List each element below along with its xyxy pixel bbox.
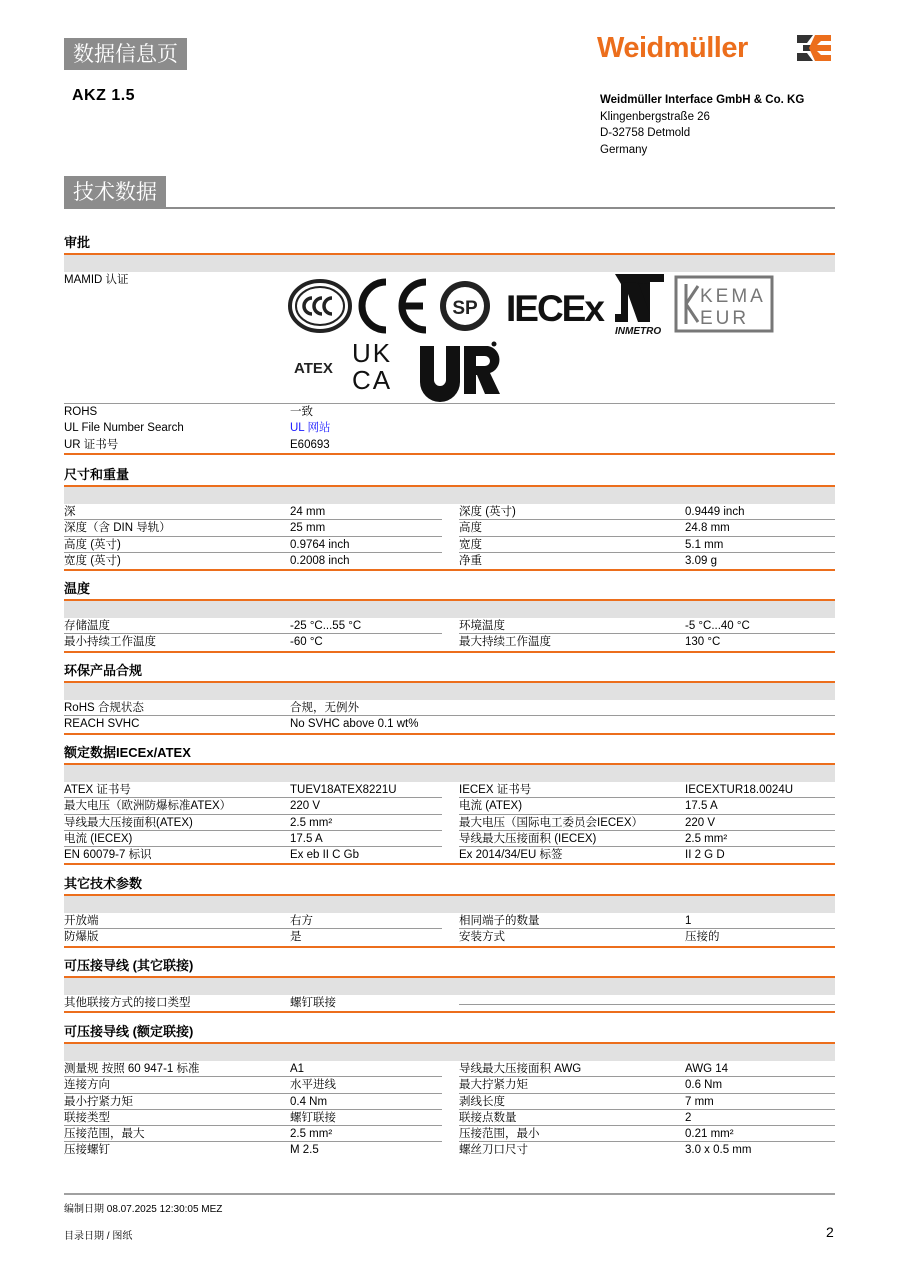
table-row <box>64 700 835 716</box>
approval-row: UL File Number Search UL 网站 <box>64 420 835 436</box>
row-value-right: AWG 14 <box>685 1063 729 1075</box>
row-value-right: 7 mm <box>685 1095 714 1108</box>
row-value: 水平进线 <box>290 1079 336 1092</box>
row-value-right: II 2 G D <box>685 849 725 862</box>
table-row <box>64 537 835 553</box>
section-iecex-atex <box>64 743 835 865</box>
row-label-right: 相同端子的数量 <box>459 915 540 927</box>
row-label-right: 安装方式 <box>459 931 505 944</box>
row-value: 0.9764 inch <box>290 538 350 551</box>
row-value-right: 2 <box>685 1111 692 1124</box>
row-value-right: 0.21 mm² <box>685 1128 734 1141</box>
orange-rule <box>64 453 835 455</box>
ul-website-link[interactable]: UL 网站 <box>290 422 331 435</box>
row-value: 是 <box>290 931 302 944</box>
row-label-right: 压接范围，最小 <box>459 1128 540 1141</box>
approval-row: ROHS 一致 <box>64 404 835 420</box>
row-value: TUEV18ATEX8221U <box>290 784 397 796</box>
row-value: 24 mm <box>290 506 326 518</box>
row-value: 17.5 A <box>290 832 323 845</box>
row-value-right: 5.1 mm <box>685 538 724 551</box>
table-row <box>64 504 835 520</box>
table-row <box>64 831 835 847</box>
section-approvals <box>64 233 835 455</box>
row-value: 0.2008 inch <box>290 554 350 567</box>
divider <box>64 207 835 209</box>
row-label-right: 螺丝刀口尺寸 <box>459 1144 528 1157</box>
environment-table <box>64 700 835 733</box>
page-number: 2 <box>826 1224 834 1240</box>
row-label: 压接范围，最大 <box>64 1128 145 1141</box>
row-value: 螺钉联接 <box>290 997 336 1009</box>
ccc-logo-icon <box>290 281 350 331</box>
table-row <box>64 1061 835 1077</box>
conn-rated-table <box>64 1061 835 1159</box>
csa-logo-icon <box>440 281 490 331</box>
street: Klingenbergstraße 26 <box>600 110 710 123</box>
brand-name: Weidmüller <box>597 32 748 64</box>
row-value-right: 220 V <box>685 816 716 829</box>
table-row <box>64 553 835 569</box>
section-heading: 环保产品合规 <box>64 663 143 678</box>
section-title-technical-data: 技术数据 <box>64 176 166 208</box>
row-label: 开放端 <box>64 915 99 927</box>
gray-band <box>64 255 835 272</box>
brand-mark-icon <box>795 32 833 64</box>
row-label-right: IECEX 证书号 <box>459 784 532 796</box>
city: D-32758 Detmold <box>600 127 691 139</box>
product-name: AKZ 1.5 <box>72 87 136 104</box>
row-label: 宽度 (英寸) <box>64 554 121 567</box>
section-temperature <box>64 579 835 653</box>
row-value-right: 1 <box>685 915 692 927</box>
section-conn-other <box>64 956 835 1013</box>
row-label-right: 最大持续工作温度 <box>459 636 551 649</box>
row-value-right: -5 °C...40 °C <box>685 620 750 632</box>
table-row <box>64 798 835 814</box>
row-label-right: 深度 (英寸) <box>459 506 516 518</box>
section-conn-rated <box>64 1022 835 1159</box>
row-label: 存储温度 <box>64 620 110 632</box>
row-label: 深度（含 DIN 导轨） <box>64 522 171 535</box>
section-heading: 温度 <box>64 581 91 596</box>
company-name: Weidmüller Interface GmbH & Co. KG <box>600 94 805 106</box>
table-row <box>64 1142 835 1158</box>
row-label: 最大电压（欧洲防爆标准ATEX） <box>64 800 232 813</box>
company-address <box>600 92 804 158</box>
row-value: 220 V <box>290 800 321 813</box>
row-value: 2.5 mm² <box>290 816 333 829</box>
section-heading: 审批 <box>64 235 91 250</box>
row-value: 合规，无例外 <box>290 702 359 714</box>
mamid-label: MAMID 认证 <box>64 274 129 286</box>
row-label: ATEX 证书号 <box>64 784 131 796</box>
row-label-right: 导线最大压接面积 AWG <box>459 1063 582 1075</box>
table-row <box>64 782 835 798</box>
row-label: RoHS 合规状态 <box>64 702 144 714</box>
kema-eur-logo-icon <box>676 277 772 331</box>
footer-divider <box>64 1193 835 1195</box>
svg-text:INMETRO: INMETRO <box>615 326 662 337</box>
svg-text:UK: UK <box>352 338 393 368</box>
row-label-right: 剥线长度 <box>459 1095 505 1108</box>
table-row <box>64 1094 835 1110</box>
row-value-right: 17.5 A <box>685 800 718 813</box>
section-heading: 尺寸和重量 <box>64 467 130 482</box>
row-value: No SVHC above 0.1 wt% <box>290 718 419 731</box>
row-label: 导线最大压接面积(ATEX) <box>64 816 193 829</box>
row-value-right: 压接的 <box>685 931 720 944</box>
section-other-parameters <box>64 874 835 948</box>
row-value-right: 0.6 Nm <box>685 1079 723 1092</box>
section-heading: 可压接导线 (额定联接) <box>64 1024 194 1039</box>
table-row <box>64 618 835 634</box>
row-value-right: 3.0 x 0.5 mm <box>685 1144 752 1157</box>
row-label: 压接螺钉 <box>64 1144 110 1157</box>
table-row <box>64 995 835 1011</box>
row-value: Ex eb II C Gb <box>290 849 360 862</box>
row-label-right: 电流 (ATEX) <box>459 800 523 813</box>
inmetro-logo-icon <box>615 274 664 337</box>
row-value: M 2.5 <box>290 1144 319 1157</box>
row-label: EN 60079-7 标识 <box>64 849 152 862</box>
row-label: 深 <box>64 506 76 518</box>
section-environment <box>64 661 835 735</box>
row-label: 测量规 按照 60 947-1 标准 <box>64 1063 200 1075</box>
dimensions-table <box>64 504 835 569</box>
ur-logo-icon <box>420 342 500 403</box>
ce-logo-icon <box>362 282 426 330</box>
table-row <box>64 1110 835 1126</box>
row-label-right: 净重 <box>459 554 482 567</box>
svg-text:EUR: EUR <box>700 308 750 329</box>
section-dimensions <box>64 465 835 571</box>
temperature-table <box>64 618 835 651</box>
row-value-right: IECEXTUR18.0024U <box>685 784 794 796</box>
row-label: REACH SVHC <box>64 718 140 731</box>
conn-other-table <box>64 995 835 1011</box>
atex-logo-icon: ATEX <box>294 360 333 377</box>
svg-text:CA: CA <box>352 365 393 395</box>
created-date: 编制日期 08.07.2025 12:30:05 MEZ <box>64 1204 223 1215</box>
table-row <box>64 1126 835 1142</box>
row-value: 螺钉联接 <box>290 1111 336 1124</box>
table-row <box>64 520 835 536</box>
table-row <box>64 913 835 929</box>
row-label: 其他联接方式的接口类型 <box>64 997 191 1009</box>
table-row <box>64 815 835 831</box>
row-label-right: 宽度 <box>459 538 482 551</box>
table-row <box>64 716 835 732</box>
row-label: 防爆版 <box>64 931 99 944</box>
row-value: 25 mm <box>290 522 326 535</box>
row-value-right: 2.5 mm² <box>685 832 728 845</box>
row-label: 高度 (英寸) <box>64 538 121 551</box>
weidmueller-logo <box>597 28 837 68</box>
row-label-right: 最大电压（国际电工委员会IECEX） <box>459 816 644 829</box>
row-value-right: 0.9449 inch <box>685 506 745 518</box>
row-label-right: 联接点数量 <box>459 1111 517 1124</box>
row-value: 右方 <box>290 915 313 927</box>
row-value-right: 3.09 g <box>685 554 717 567</box>
other-table <box>64 913 835 946</box>
table-row <box>64 634 835 650</box>
row-label-right: 最大拧紧力矩 <box>459 1079 528 1092</box>
row-label-right: 导线最大压接面积 (IECEX) <box>459 832 597 845</box>
table-row <box>64 929 835 945</box>
iecex-table <box>64 782 835 863</box>
country: Germany <box>600 143 648 156</box>
approval-row: UR 证书号 E60693 <box>64 438 330 451</box>
svg-text:KEMA: KEMA <box>700 286 766 307</box>
iecex-logo-icon: IECEx <box>506 288 603 329</box>
row-label: 联接类型 <box>64 1111 110 1124</box>
ukca-logo-icon <box>352 338 392 395</box>
row-label: 最小拧紧力矩 <box>64 1095 133 1108</box>
section-heading: 可压接导线 (其它联接) <box>64 958 194 973</box>
section-heading: 额定数据IECEx/ATEX <box>64 745 191 760</box>
svg-text:SP: SP <box>452 298 478 319</box>
catalog-drawing-label: 目录日期 / 图纸 <box>64 1231 133 1242</box>
table-row <box>64 1077 835 1093</box>
section-heading: 其它技术参数 <box>64 876 143 891</box>
row-label: 连接方向 <box>64 1079 110 1092</box>
row-value: -25 °C...55 °C <box>290 620 362 632</box>
row-label-right: Ex 2014/34/EU 标签 <box>459 849 563 862</box>
row-value-right: 24.8 mm <box>685 522 730 535</box>
row-label: 电流 (IECEX) <box>64 832 133 845</box>
table-row <box>64 847 835 863</box>
row-label-right: 环境温度 <box>459 620 505 632</box>
row-value: 2.5 mm² <box>290 1128 333 1141</box>
row-value-right: 130 °C <box>685 636 721 649</box>
row-label: 最小持续工作温度 <box>64 636 156 649</box>
row-label-right: 高度 <box>459 522 482 535</box>
row-value: 0.4 Nm <box>290 1095 328 1108</box>
row-value: A1 <box>290 1063 305 1075</box>
certification-logos <box>288 274 778 402</box>
document-type-label: 数据信息页 <box>64 38 187 70</box>
row-value: -60 °C <box>290 636 323 649</box>
